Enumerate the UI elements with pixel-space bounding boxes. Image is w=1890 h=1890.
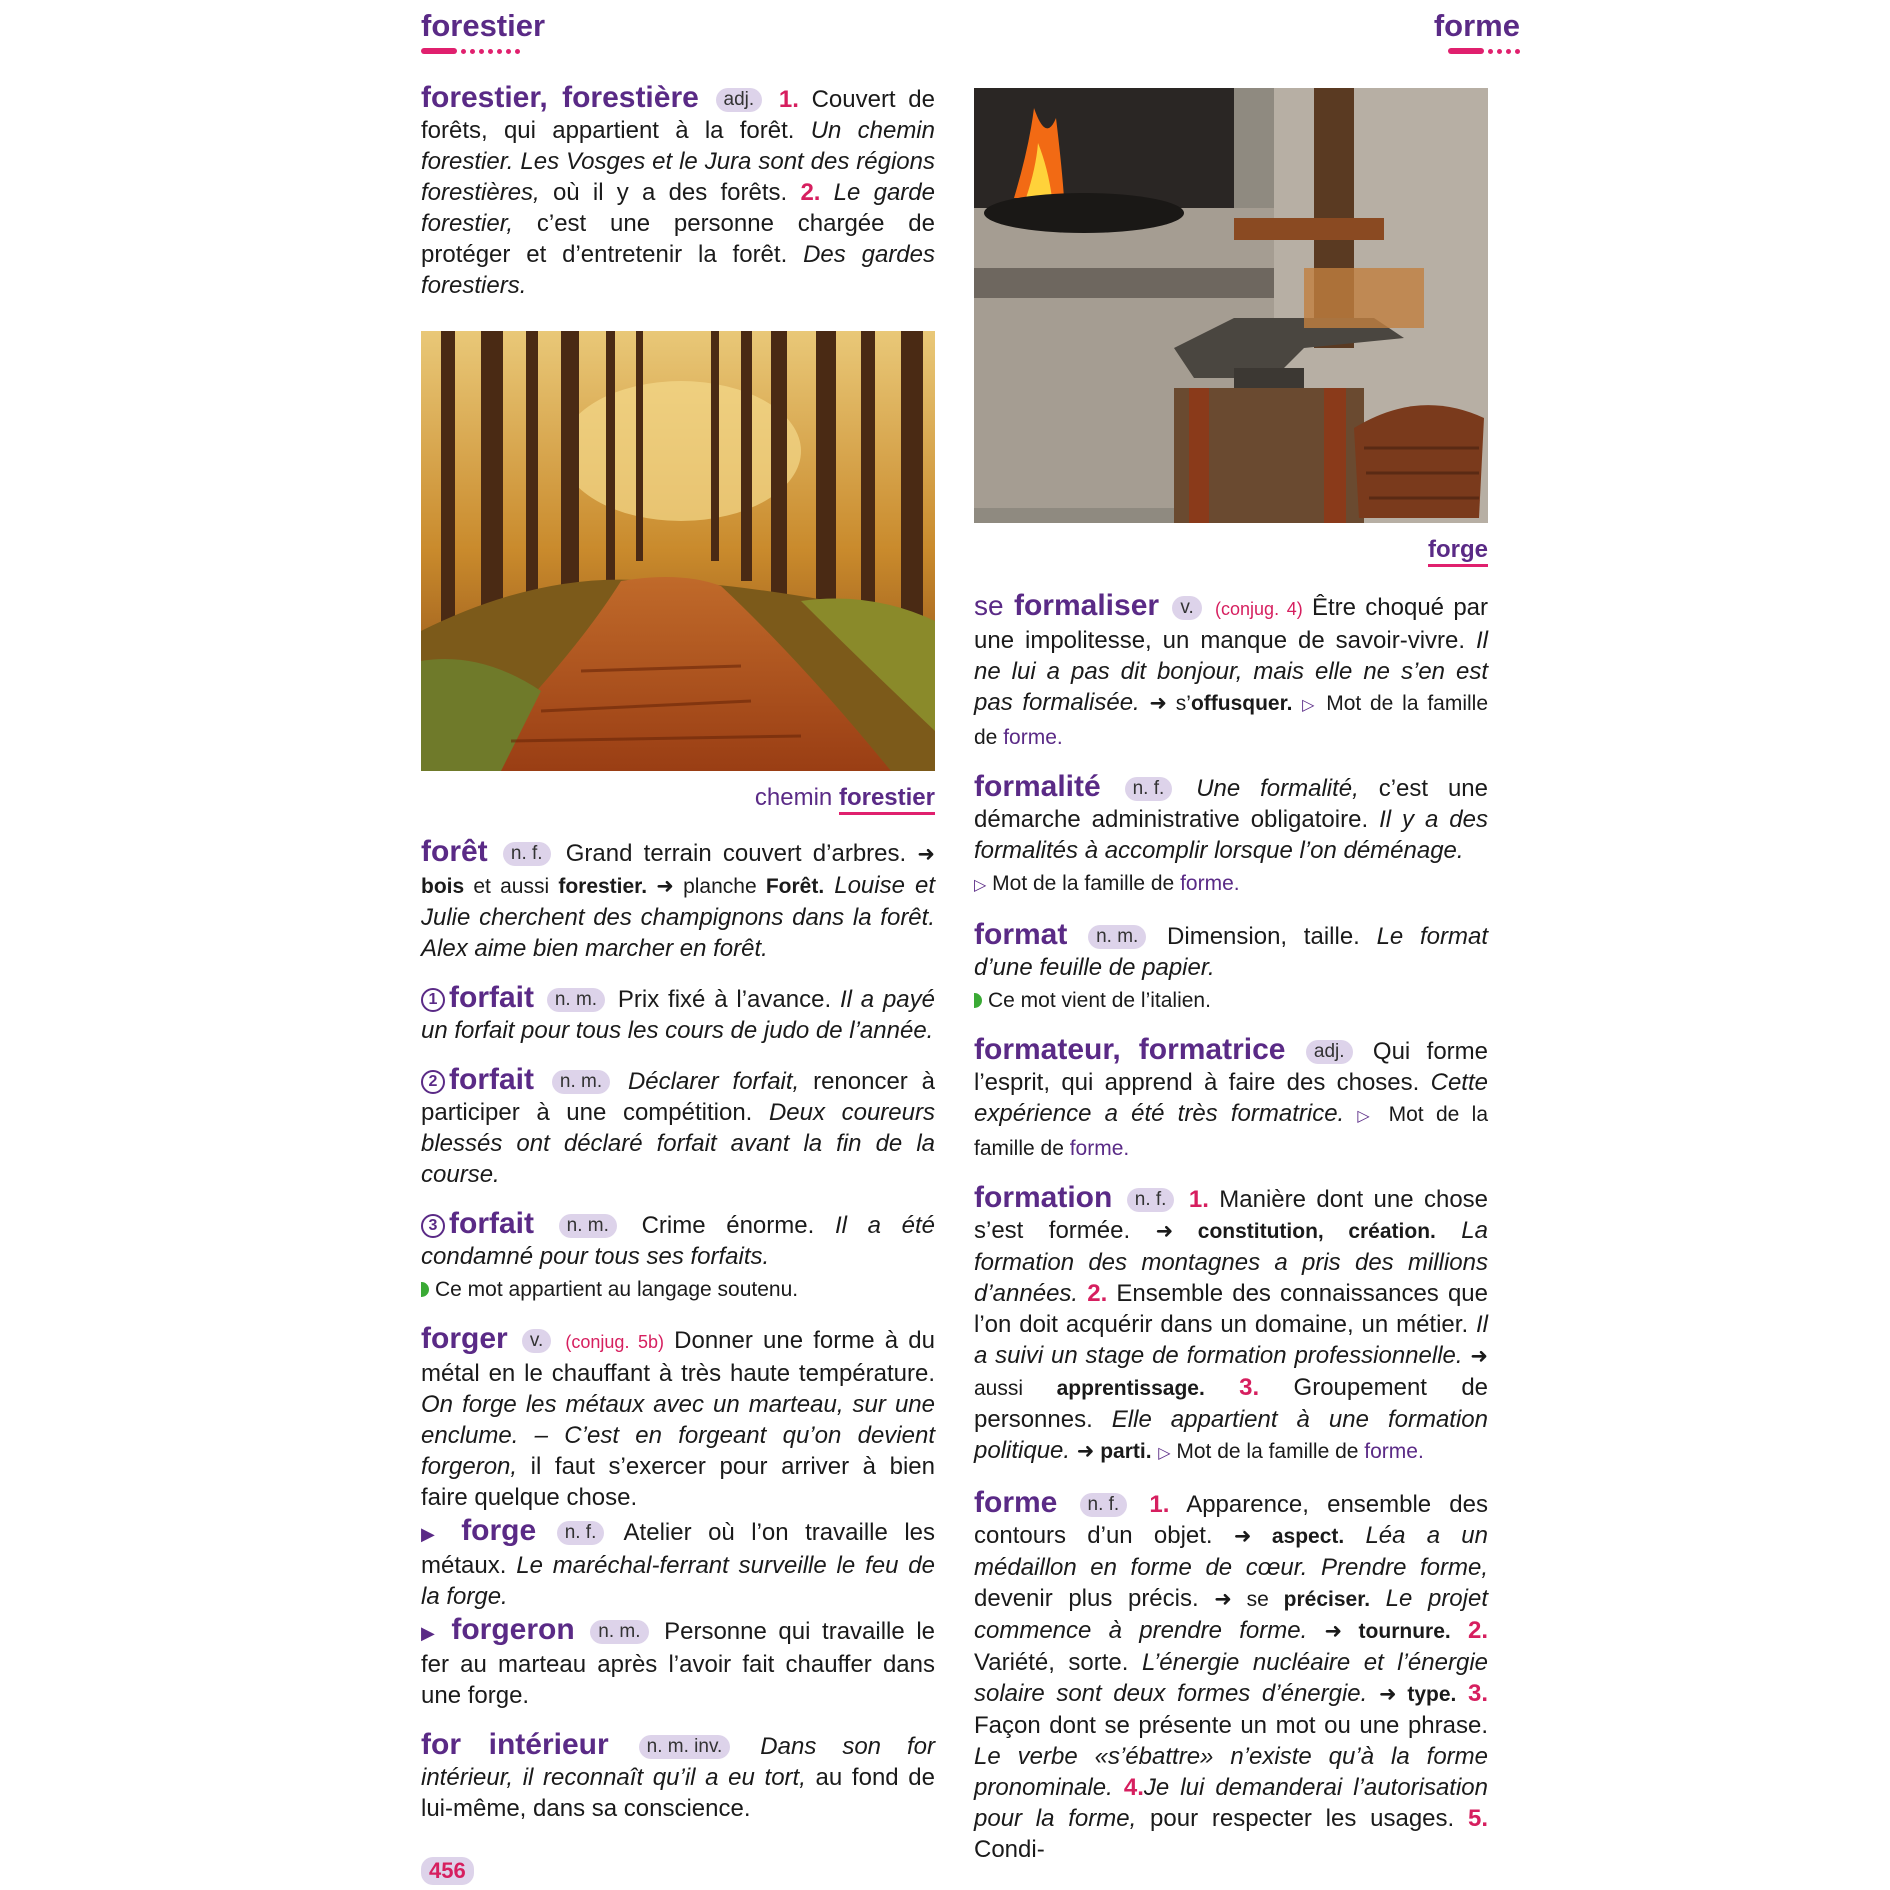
- headword: forfait: [449, 1207, 534, 1240]
- part-of-speech: n. m.: [1088, 925, 1146, 949]
- subentry-forgeron: [421, 1614, 935, 1711]
- word-family-link[interactable]: forme.: [1180, 872, 1240, 895]
- sense-number: 2.: [1467, 1617, 1488, 1644]
- cross-reference: ➜ type.: [1378, 1683, 1457, 1706]
- part-of-speech: n. f.: [1127, 1188, 1175, 1212]
- example: Des gardes forestiers.: [421, 241, 936, 299]
- definition: Grand terrain couvert d’arbres.: [554, 840, 918, 867]
- headword: forêt: [421, 835, 488, 868]
- conjugation-reference: (conjug. 4): [1215, 599, 1303, 619]
- definition: renoncer à participer à une compétition.: [421, 1068, 936, 1126]
- forge-anvil-photo: [974, 88, 1488, 523]
- definition: au fond de lui-même, dans sa conscience.: [421, 1764, 936, 1822]
- forge-photo-block: [974, 88, 1488, 564]
- part-of-speech: adj.: [716, 88, 763, 112]
- word-family: ▷ Mot de la famille de forme.: [1158, 1440, 1424, 1463]
- arrow-right-icon: ➜: [1214, 1588, 1232, 1611]
- headword: forfait: [449, 1063, 534, 1096]
- homograph-number: 1: [421, 988, 445, 1012]
- headword: formateur, formatrice: [974, 1033, 1286, 1066]
- definition: Groupement de personnes.: [974, 1374, 1489, 1433]
- entry-formaliser: [974, 590, 1488, 753]
- triangle-right-icon: ▶: [421, 1524, 445, 1544]
- sense-number: 5.: [1467, 1805, 1488, 1832]
- definition: Atelier où l’on travaille les métaux.: [421, 1519, 936, 1579]
- example: Il a suivi un stage de formation professionnelle.: [974, 1311, 1488, 1369]
- entry-formation: [974, 1182, 1488, 1469]
- part-of-speech: n. m.: [547, 988, 605, 1012]
- arrow-right-icon: ➜: [917, 843, 935, 866]
- entry-forme: [974, 1487, 1488, 1865]
- cross-reference: ➜ constitution, création.: [1155, 1220, 1436, 1243]
- definition: pour respecter les usages.: [1136, 1805, 1468, 1832]
- word-family: ▷ Mot de la famille de forme.: [974, 872, 1240, 895]
- cross-reference: ➜ parti.: [1076, 1440, 1152, 1463]
- example: Le maréchal-ferrant surveille le feu de la forge.: [421, 1552, 935, 1610]
- arrow-right-icon: ➜: [656, 875, 674, 898]
- definition: Ensemble des connaissances que l’on doit acquérir dans un domaine, un métier.: [974, 1280, 1488, 1338]
- homograph-number: 3: [421, 1214, 445, 1238]
- subentry-headword: forge: [461, 1514, 537, 1547]
- definition: devenir plus précis.: [974, 1585, 1215, 1612]
- left-column: [421, 82, 935, 1842]
- arrow-right-icon: ➜: [1233, 1525, 1252, 1548]
- definition: Dimension, taille.: [1150, 923, 1377, 950]
- example: L’énergie nucléaire et l’énergie solaire sont deux formes d’énergie.: [974, 1649, 1488, 1707]
- example: Il y a des formalités à accomplir lorsque l’on déménage.: [974, 806, 1489, 864]
- example: Le verbe «s’ébattre» n’existe qu’à la forme pronominale.: [974, 1743, 1488, 1801]
- example: Il ne lui a pas dit bonjour, mais elle ne s’en est pas formalisée.: [974, 627, 1488, 716]
- page-number: 456: [421, 1857, 474, 1885]
- part-of-speech: n. m.: [590, 1620, 648, 1644]
- part-of-speech: n. f.: [1080, 1493, 1128, 1517]
- headword: for intérieur: [421, 1728, 609, 1761]
- part-of-speech: n. m.: [559, 1214, 617, 1238]
- sense-number: 1.: [1188, 1186, 1209, 1213]
- arrow-right-icon: ➜: [1076, 1440, 1095, 1463]
- running-head-left-word: forestier: [421, 8, 546, 43]
- entry-forestier: [421, 82, 935, 301]
- definition: Crime énorme.: [620, 1212, 835, 1239]
- sense-number: 3.: [1467, 1680, 1488, 1707]
- example: La formation des montagnes a pris des millions d’années.: [974, 1217, 1488, 1307]
- example: Il a payé un forfait pour tous les cours de judo de l’année.: [421, 986, 935, 1044]
- entry-format: [974, 919, 1488, 1016]
- headword: forme: [974, 1486, 1058, 1519]
- caption-text: chemin: [754, 784, 833, 811]
- definition: Variété, sorte.: [974, 1649, 1142, 1676]
- definition: Manière dont une chose s’est formée.: [974, 1186, 1489, 1244]
- definition: Apparence, ensemble des contours d’un objet.: [974, 1491, 1489, 1549]
- entry-forfait-2: [421, 1064, 935, 1190]
- definition: c’est une personne chargée de protéger et d’entretenir la forêt.: [421, 210, 935, 268]
- entry-forfait-3: [421, 1208, 935, 1305]
- headword: format: [974, 918, 1068, 951]
- note-marker-icon: [974, 993, 982, 1008]
- example: Léa a un médaillon en forme de cœur. Prendre forme,: [974, 1522, 1488, 1581]
- forest-photo-block: [421, 331, 935, 812]
- subentry-headword: forgeron: [451, 1613, 575, 1646]
- entry-for-interieur: [421, 1729, 935, 1824]
- entry-formateur: [974, 1034, 1488, 1164]
- part-of-speech: n. f.: [503, 842, 551, 866]
- cross-reference: ➜ aspect.: [1233, 1525, 1345, 1548]
- definition: Couvert de forêts, qui appartient à la forêt.: [421, 86, 935, 144]
- headword: forfait: [449, 981, 534, 1014]
- forest-photo-caption: [421, 784, 935, 812]
- part-of-speech: n. m.: [552, 1070, 610, 1094]
- headword: formalité: [974, 770, 1101, 803]
- sense-number: 2.: [800, 179, 821, 206]
- running-head-decoration: [1434, 48, 1520, 54]
- definition: c’est une démarche administrative obligatoire.: [974, 775, 1488, 833]
- headword: formaliser: [1013, 589, 1160, 622]
- example: Une formalité,: [1176, 775, 1359, 802]
- homograph-number: 2: [421, 1070, 445, 1094]
- part-of-speech: n. f.: [557, 1521, 605, 1545]
- sense-number: 3.: [1239, 1374, 1260, 1401]
- arrow-right-icon: ➜: [1149, 692, 1167, 715]
- triangle-outline-icon: ▷: [1302, 697, 1318, 714]
- caption-headword: forge: [1428, 536, 1488, 567]
- triangle-outline-icon: ▷: [1357, 1108, 1377, 1125]
- usage-note: Ce mot appartient au langage soutenu.: [421, 1274, 935, 1305]
- part-of-speech: adj.: [1306, 1040, 1353, 1064]
- part-of-speech: v.: [1172, 596, 1201, 620]
- headword: formation: [974, 1181, 1113, 1214]
- example: Elle appartient à une formation politique.: [974, 1406, 1488, 1464]
- definition: où il y a des forêts.: [539, 179, 801, 206]
- definition: Qui forme l’esprit, qui apprend à faire des choses.: [974, 1038, 1488, 1096]
- example: Le projet commence à prendre forme.: [974, 1585, 1489, 1644]
- word-family: ▷ Mot de la famille de forme.: [974, 692, 1489, 749]
- headword: forger: [421, 1322, 508, 1355]
- running-head-left: [421, 8, 545, 54]
- example: Le format d’une feuille de papier.: [974, 923, 1488, 981]
- example: Cette expérience a été très formatrice.: [974, 1069, 1488, 1127]
- word-family-link[interactable]: forme.: [1069, 1137, 1130, 1160]
- sense-number: 1.: [778, 86, 799, 113]
- triangle-outline-icon: ▷: [1158, 1445, 1171, 1462]
- definition: Condi-: [974, 1836, 1045, 1863]
- sense-number: 1.: [1149, 1491, 1170, 1518]
- definition: Donner une forme à du métal en le chauffant à très haute température.: [421, 1327, 935, 1387]
- cross-reference: ➜ s’offusquer.: [1149, 692, 1293, 715]
- triangle-right-icon: ▶: [421, 1623, 440, 1643]
- part-of-speech: v.: [522, 1329, 551, 1353]
- arrow-right-icon: ➜: [1155, 1220, 1174, 1243]
- running-head-right-word: forme: [1433, 8, 1520, 43]
- headword-prefix: se: [974, 590, 1014, 621]
- cross-reference: ➜ aussi apprentissage.: [974, 1345, 1488, 1400]
- cross-reference: ➜ se préciser.: [1214, 1588, 1371, 1611]
- definition: Personne qui travaille le fer au marteau après l’avoir fait chauffer dans une forge.: [421, 1618, 936, 1709]
- word-family-link[interactable]: forme.: [1003, 726, 1063, 749]
- caption-headword: forestier: [839, 784, 935, 815]
- example: Deux coureurs blessés ont déclaré forfait avant la fin de la course.: [421, 1099, 935, 1188]
- word-family: ▷ Mot de la famille de forme.: [974, 1103, 1488, 1160]
- entry-forger: [421, 1323, 935, 1711]
- definition: il faut s’exercer pour arriver à bien faire quelque chose.: [421, 1453, 935, 1511]
- example: Dans son for intérieur, il reconnaît qu’il a eu tort,: [421, 1733, 935, 1791]
- part-of-speech: n. f.: [1125, 777, 1173, 801]
- right-column: [974, 88, 1488, 1883]
- conjugation-reference: (conjug. 5b): [565, 1332, 664, 1352]
- entry-foret: [421, 836, 935, 964]
- arrow-right-icon: ➜: [1378, 1683, 1397, 1706]
- cross-reference: ➜ bois et aussi forestier. ➜ planche Forêt.: [421, 843, 935, 898]
- headword: forestier, forestière: [421, 81, 699, 114]
- entry-formalite: [974, 771, 1488, 901]
- part-of-speech: n. m. inv.: [639, 1735, 731, 1759]
- example: Il a été condamné pour tous ses forfaits.: [421, 1212, 935, 1270]
- forest-path-photo: [421, 331, 935, 771]
- example: Le garde forestier,: [421, 179, 935, 237]
- etymology-note: Ce mot vient de l’italien.: [974, 985, 1488, 1016]
- example: Je lui demanderai l’autorisation pour la forme,: [974, 1774, 1488, 1832]
- triangle-outline-icon: ▷: [974, 877, 987, 894]
- arrow-right-icon: ➜: [1324, 1620, 1343, 1643]
- running-head-right: [1434, 8, 1520, 54]
- word-family-link[interactable]: forme.: [1364, 1440, 1424, 1463]
- note-marker-icon: [421, 1282, 429, 1297]
- example: Déclarer forfait,: [614, 1068, 800, 1095]
- example: Louise et Julie cherchent des champignons dans la forêt. Alex aime bien marcher en forêt.: [421, 872, 935, 962]
- sense-number: 4.: [1123, 1774, 1144, 1801]
- entry-forfait-1: [421, 982, 935, 1046]
- definition: Façon dont se présente un mot ou une phrase.: [974, 1712, 1488, 1739]
- definition: Être choqué par une impolitesse, un manque de savoir-vivre.: [974, 594, 1489, 654]
- example: Un chemin forestier. Les Vosges et le Jura sont des régions forestières,: [421, 117, 935, 206]
- cross-reference: ➜ tournure.: [1324, 1620, 1451, 1643]
- subentry-forge: [421, 1515, 935, 1612]
- arrow-right-icon: ➜: [1470, 1345, 1488, 1368]
- definition: Prix fixé à l’avance.: [609, 986, 840, 1013]
- forge-photo-caption: [974, 536, 1488, 564]
- running-head-decoration: [421, 48, 545, 54]
- example: On forge les métaux avec un marteau, sur une enclume. – C’est en forgeant qu’on devient forgeron,: [421, 1391, 935, 1480]
- sense-number: 2.: [1087, 1280, 1108, 1307]
